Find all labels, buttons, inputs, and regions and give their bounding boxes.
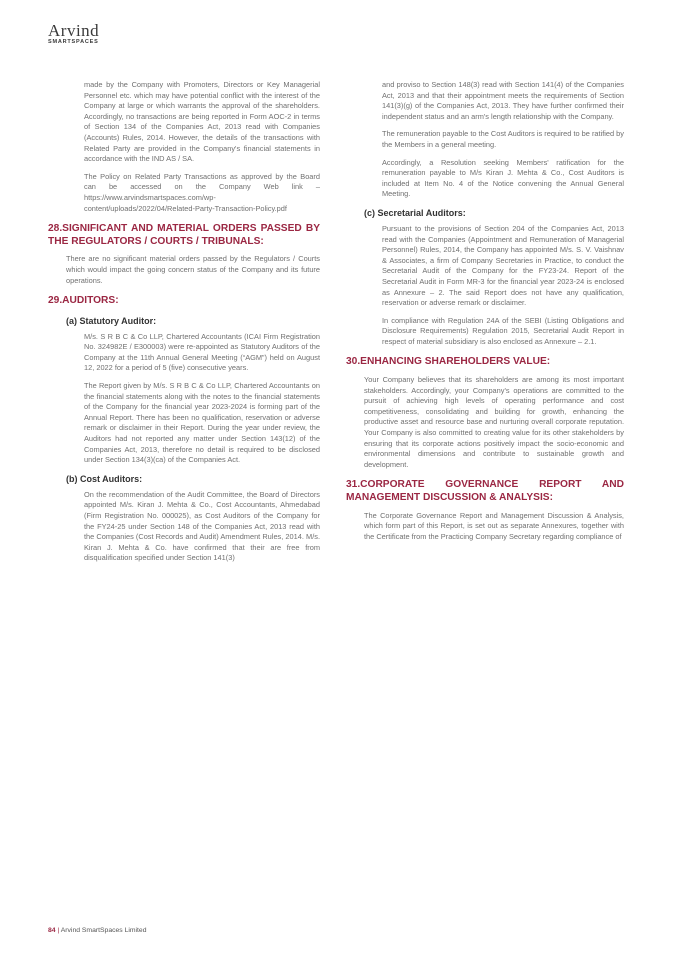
section-28-number: 28. [48, 223, 63, 235]
secretarial-auditors-paragraph-2: In compliance with Regulation 24A of the SEBI (Listing Obligations and Disclosure Requirements) Regulation 2015, Secretarial Audit Report in respect of material subsidiary is also enclosed as Annexure – 2.1. [382, 315, 624, 346]
cost-auditors-paragraph-2: and proviso to Section 148(3) read with Section 141(4) of the Companies Act, 2013 and that their appointment meets the requirements of Section 141(3)(g) of the Companies Act, 2013. They have further confirmed their independent status and an arm's length relationship with the Company. [382, 80, 624, 121]
logo-wordmark: Arvind [48, 21, 100, 40]
secretarial-auditors-paragraph-1: Pursuant to the provisions of Section 204 of the Companies Act, 2013 read with the Companies (Appointment and Remuneration of Managerial Personnel) Rules, 2014, the Company has appointed M/s. S. V. Vaishnav & Associates, a firm of Company Secretaries in Practice, to conduct the Secretarial Audit of the Company for the FY23-24. Report of the Secretarial Audit in Form MR-3 for the financial year 2023-24 is enclosed as Annexure – 2. The said Report does not have any qualification, reservation or adverse remark or disclaimer. [382, 223, 624, 308]
section-30-heading [346, 356, 624, 369]
footer-company-name: Arvind SmartSpaces Limited [60, 927, 147, 934]
section-30-paragraph: Your Company believes that its shareholders are among its most important stakeholders. Accordingly, your Company's operations are committed to the pursuit of achieving high levels of operating performance and cost competitiveness, consolidating and building for growth, enhancing the productive asset and resource base and nurturing overall corporate reputation. Your Company is also committed to creating value for its other stakeholders by ensuring that its corporate actions positively impact the socio-economic and environmental dimensions and contribute to sustainable growth and development. [364, 375, 624, 469]
section-29-number: 29. [48, 295, 63, 307]
section-28-heading [48, 223, 320, 248]
cost-auditors-paragraph-1: On the recommendation of the Audit Committee, the Board of Directors appointed M/s. Kiran J. Mehta & Co., Cost Accountants, Ahmedabad (Firm Registration No. 000025), as Cost Auditors of the Company for the FY24-25 under Section 148 of the Companies Act, 2013 read with the Companies (Cost Records and Audit) Amendment Rules, 2014. M/s. Kiran J. Mehta & Co. have confirmed that their are free from disqualification specified under Section 141(3) [84, 489, 320, 563]
cost-auditors-heading: (b) Cost Auditors: [66, 473, 143, 484]
section-29-heading [48, 295, 320, 308]
statutory-auditor-paragraph-1: M/s. S R B C & Co LLP, Chartered Accountants (ICAI Firm Registration No. 324982E / E300003) were re-appointed as Statutory Auditors of the Company at the 11th Annual General Meeting (“AGM”) held on August 12, 2022 for a period of 5 (five) consecutive years. [84, 331, 320, 373]
right-column [346, 80, 624, 549]
section-30-title: ENHANCING SHAREHOLDERS VALUE: [360, 356, 551, 368]
section-28-title: SIGNIFICANT AND MATERIAL ORDERS PASSED BY THE REGULATORS / COURTS / TRIBUNALS: [48, 223, 320, 247]
section-28-paragraph: There are no significant material orders passed by the Regulators / Courts which would impact the going concern status of the Company and its future operations. [66, 254, 320, 285]
page-number: 84 [48, 927, 56, 934]
intro-paragraph-1: made by the Company with Promoters, Directors or Key Managerial Personnel etc. which may have potential conflict with the interest of the Company at large or which warrants the approval of the shareholders. Accordingly, no transactions are being reported in Form AOC-2 in terms of Section 134 of the Companies Act, 2013 read with Companies (Accounts) Rules, 2014. However, the details of the transactions with Related Party are provided in the Company's financial statements in accordance with the IND AS / SA. [84, 80, 320, 164]
intro-paragraph-2: The Policy on Related Party Transactions as approved by the Board can be accessed on the Company Web link – https://www.arvindsmartspaces.com/wp-content/uploads/2022/04/Related-Party-Transaction-Policy.pdf [84, 171, 320, 213]
secretarial-auditors-heading: (c) Secretarial Auditors: [364, 207, 466, 218]
left-column [48, 80, 320, 571]
logo-tagline: SMARTSPACES [48, 39, 99, 45]
statutory-auditor-paragraph-2: The Report given by M/s. S R B C & Co LLP, Chartered Accountants on the financial statements along with the notes to the financial statements of the Company for the financial year 2023-2024 is forming part of the Annual Report. There has been no qualification, reservation or adverse remark or disclaimer in their Report. During the year under review, the Auditors had not reported any matter under Section 143(12) of the Companies Act, 2013, therefore no detail is required to be disclosed under Section 134(3)(ca) of the Companies Act. [84, 381, 320, 465]
section-31-title: CORPORATE GOVERNANCE REPORT AND MANAGEMENT DISCUSSION & ANALYSIS: [346, 479, 624, 503]
section-31-number: 31. [346, 479, 361, 491]
footer-separator: | [57, 927, 60, 934]
section-31-heading [346, 479, 624, 504]
cost-auditors-paragraph-4: Accordingly, a Resolution seeking Members' ratification for the remuneration payable to M/s Kiran J. Mehta & Co., Cost Auditors is included at Item No. 4 of the Notice convening the Annual General Meeting. [382, 157, 624, 199]
section-31-paragraph: The Corporate Governance Report and Management Discussion & Analysis, which form part of this Report, is set out as separate Annexures, together with the Certificate from the Practicing Company Secretary regarding compliance of [364, 510, 624, 541]
statutory-auditor-heading: (a) Statutory Auditor: [66, 315, 157, 326]
page-footer [48, 927, 147, 934]
section-30-number: 30. [346, 356, 361, 368]
section-29-title: AUDITORS: [62, 295, 119, 307]
company-logo [48, 22, 99, 46]
cost-auditors-paragraph-3: The remuneration payable to the Cost Auditors is required to be ratified by the Members in a general meeting. [382, 129, 624, 149]
